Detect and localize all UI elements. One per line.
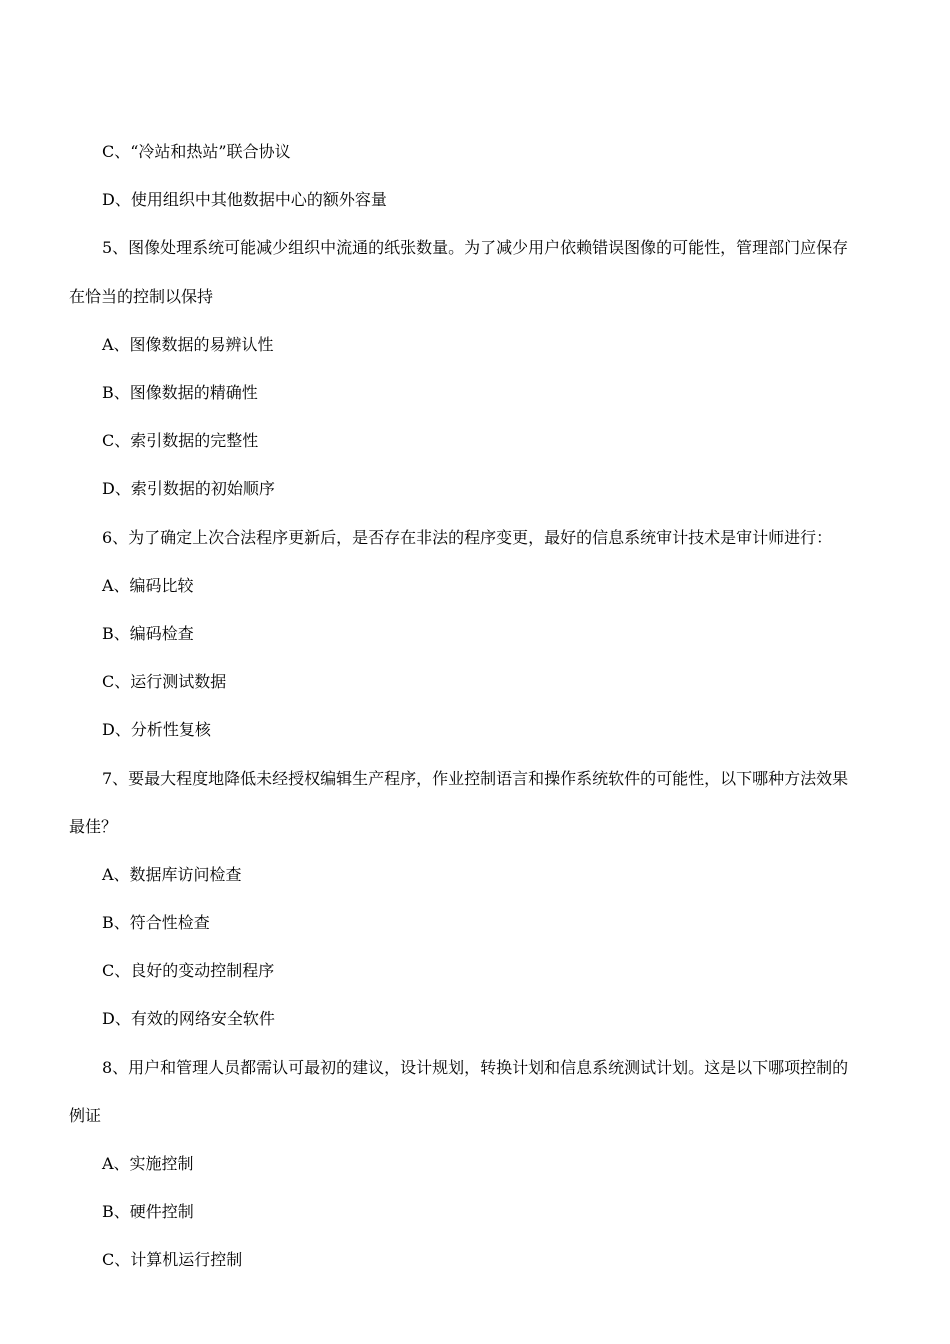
option-d-q5: D、索引数据的初始顺序: [102, 479, 275, 498]
question-8-text-cont: 例证: [69, 1106, 102, 1125]
option-a-q7: A、数据库访问检查: [102, 865, 242, 884]
question-5-text-cont: 在恰当的控制以保持: [69, 287, 214, 306]
question-6-text: 6、为了确定上次合法程序更新后，是否存在非法的程序变更，最好的信息系统审计技术是审计师进行：: [102, 528, 833, 547]
option-a-q5: A、图像数据的易辨认性: [102, 335, 274, 354]
option-c-q4: C、“冷站和热站”联合协议: [102, 142, 291, 161]
option-a-q8: A、实施控制: [102, 1154, 194, 1173]
option-b-q6: B、编码检查: [102, 624, 194, 643]
option-c-q8: C、计算机运行控制: [102, 1250, 243, 1269]
option-c-q7: C、良好的变动控制程序: [102, 961, 275, 980]
option-b-q7: B、符合性检查: [102, 913, 210, 932]
question-7-text: 7、要最大程度地降低未经授权编辑生产程序，作业控制语言和操作系统软件的可能性，以下哪种方法效果: [102, 769, 849, 788]
option-c-q6: C、运行测试数据: [102, 672, 227, 691]
question-8-text: 8、用户和管理人员都需认可最初的建议，设计规划，转换计划和信息系统测试计划。这是以下哪项控制的: [102, 1058, 849, 1077]
question-5-text: 5、图像处理系统可能减少组织中流通的纸张数量。为了减少用户依赖错误图像的可能性，管理部门应保存: [102, 238, 849, 257]
option-a-q6: A、编码比较: [102, 576, 194, 595]
option-c-q5: C、索引数据的完整性: [102, 431, 259, 450]
option-b-q8: B、硬件控制: [102, 1202, 194, 1221]
option-d-q6: D、分析性复核: [102, 720, 211, 739]
option-b-q5: B、图像数据的精确性: [102, 383, 258, 402]
option-d-q4: D、使用组织中其他数据中心的额外容量: [102, 190, 387, 209]
option-d-q7: D、有效的网络安全软件: [102, 1009, 275, 1028]
question-7-text-cont: 最佳？: [69, 817, 118, 836]
